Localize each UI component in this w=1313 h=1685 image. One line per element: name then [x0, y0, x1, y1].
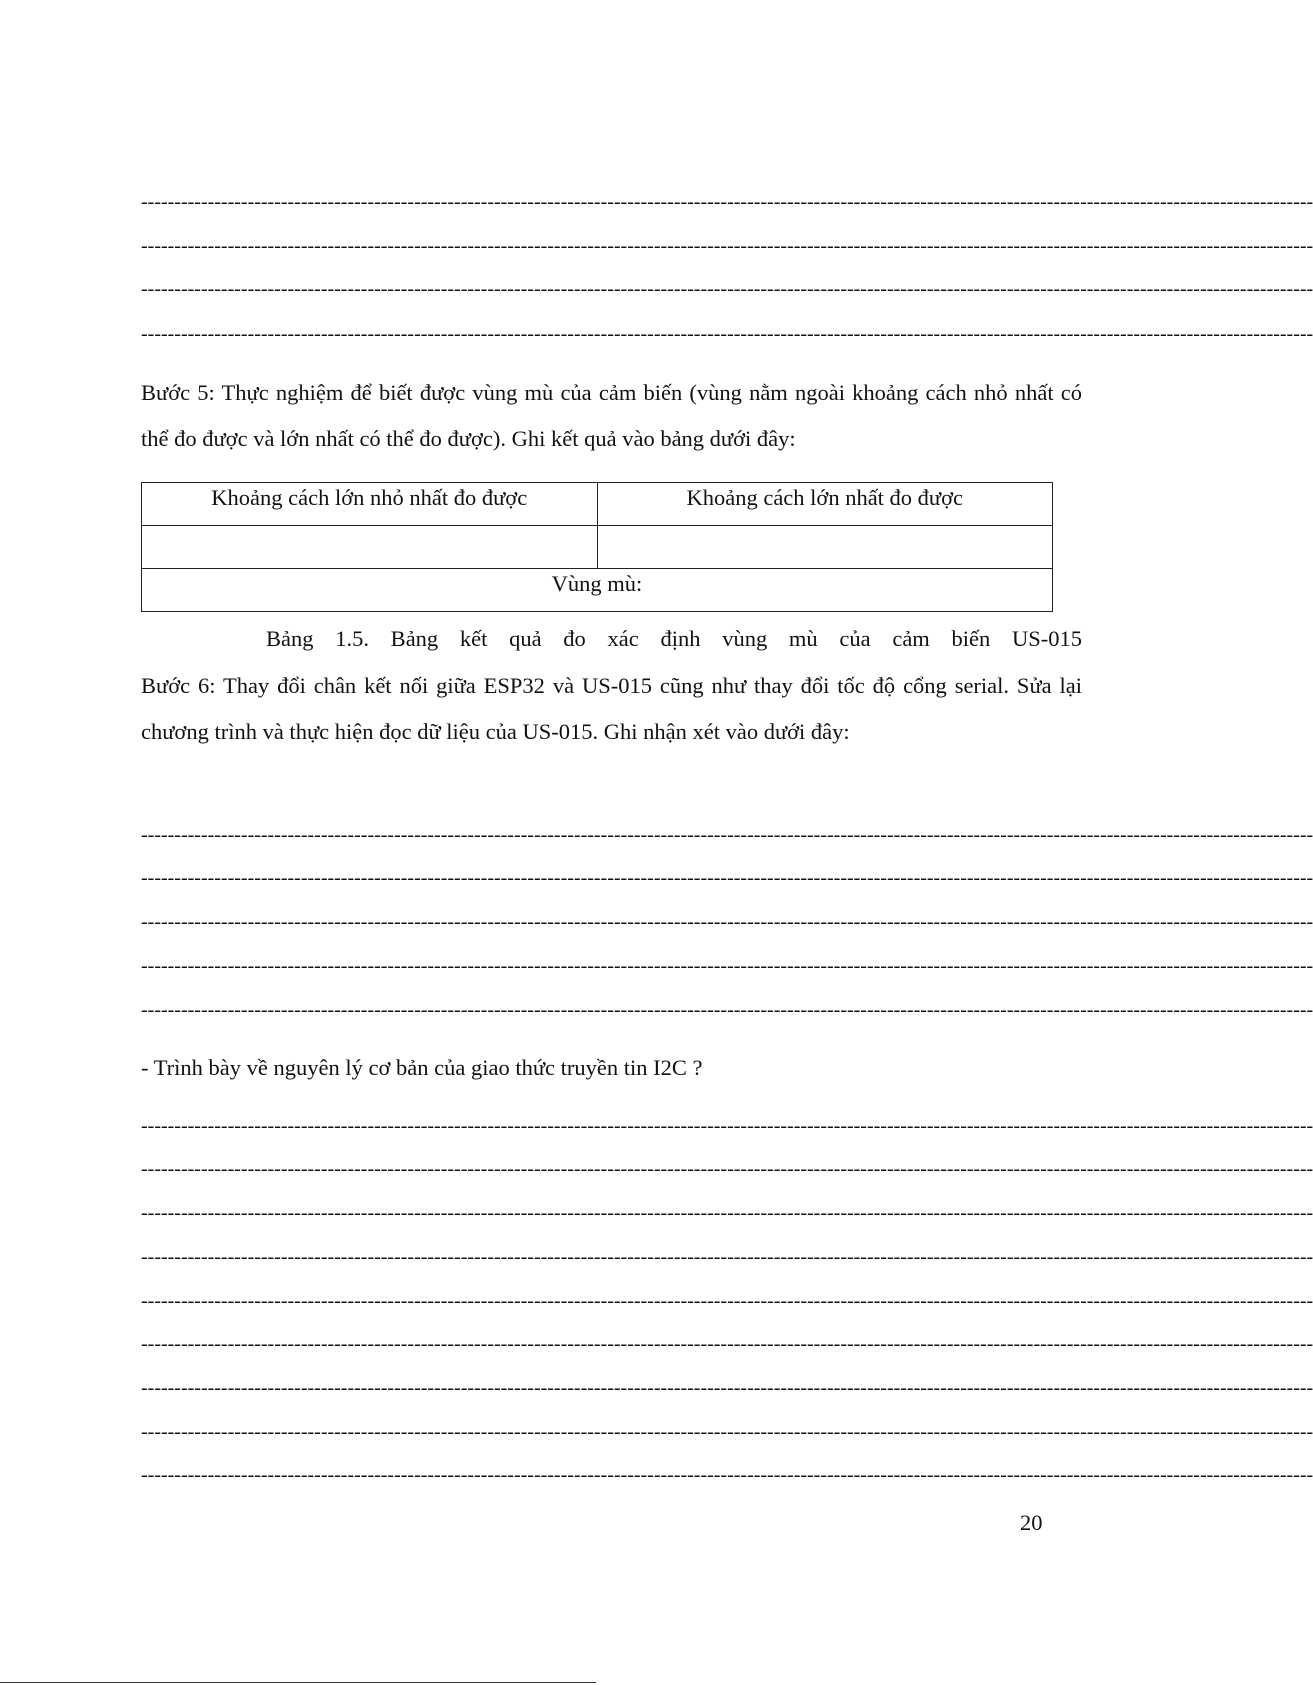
- answer-line: --------------------------------------------------------------------------------------------------------------------------------------------------------------------------------: [141, 278, 1313, 300]
- answer-line: --------------------------------------------------------------------------------------------------------------------------------------------------------------------------------: [141, 1333, 1313, 1355]
- cell-max-distance-value: [597, 526, 1053, 569]
- answer-line: --------------------------------------------------------------------------------------------------------------------------------------------------------------------------------: [141, 824, 1313, 846]
- header-max-distance: Khoảng cách lớn nhất đo được: [597, 483, 1053, 526]
- answer-line: --------------------------------------------------------------------------------------------------------------------------------------------------------------------------------: [141, 911, 1313, 933]
- blind-zone-row: Vùng mù:: [142, 569, 1053, 612]
- answer-line: --------------------------------------------------------------------------------------------------------------------------------------------------------------------------------: [141, 1377, 1313, 1399]
- cell-min-distance-value: [142, 526, 598, 569]
- answer-line: --------------------------------------------------------------------------------------------------------------------------------------------------------------------------------: [141, 1202, 1313, 1224]
- page-number: 20: [1020, 1510, 1043, 1535]
- step-6-paragraph: Bước 6: Thay đổi chân kết nối giữa ESP32 và US-015 cũng như thay đổi tốc độ cổng serial. Sửa lại chương trình và thực hiện đọc dữ liệu của US-015. Ghi nhận xét vào dưới đây:: [141, 673, 1082, 744]
- answer-line: --------------------------------------------------------------------------------------------------------------------------------------------------------------------------------: [141, 1421, 1313, 1443]
- answer-line: --------------------------------------------------------------------------------------------------------------------------------------------------------------------------------: [141, 1246, 1313, 1268]
- answer-line: --------------------------------------------------------------------------------------------------------------------------------------------------------------------------------: [141, 955, 1313, 977]
- answer-line: --------------------------------------------------------------------------------------------------------------------------------------------------------------------------------: [141, 323, 1313, 345]
- answer-line: --------------------------------------------------------------------------------------------------------------------------------------------------------------------------------: [141, 235, 1313, 257]
- answer-line: --------------------------------------------------------------------------------------------------------------------------------------------------------------------------------: [141, 1464, 1313, 1486]
- i2c-question: - Trình bày về nguyên lý cơ bản của giao thức truyền tin I2C ?: [141, 1055, 703, 1080]
- blind-zone-table: [141, 482, 1053, 612]
- table-caption: Bảng 1.5. Bảng kết quả đo xác định vùng mù của cảm biến US-015: [266, 626, 1082, 651]
- answer-line: --------------------------------------------------------------------------------------------------------------------------------------------------------------------------------: [141, 999, 1313, 1021]
- footer-divider: [0, 1682, 596, 1683]
- answer-line: --------------------------------------------------------------------------------------------------------------------------------------------------------------------------------: [141, 1158, 1313, 1180]
- answer-line: --------------------------------------------------------------------------------------------------------------------------------------------------------------------------------: [141, 191, 1313, 213]
- header-min-distance: Khoảng cách lớn nhỏ nhất đo được: [142, 483, 598, 526]
- answer-line: --------------------------------------------------------------------------------------------------------------------------------------------------------------------------------: [141, 867, 1313, 889]
- answer-line: --------------------------------------------------------------------------------------------------------------------------------------------------------------------------------: [141, 1115, 1313, 1137]
- answer-line: --------------------------------------------------------------------------------------------------------------------------------------------------------------------------------: [141, 1290, 1313, 1312]
- step-5-paragraph: Bước 5: Thực nghiệm để biết được vùng mù của cảm biến (vùng nằm ngoài khoảng cách nhỏ nhất có thể đo được và lớn nhất có thể đo được). Ghi kết quả vào bảng dưới đây:: [141, 380, 1082, 451]
